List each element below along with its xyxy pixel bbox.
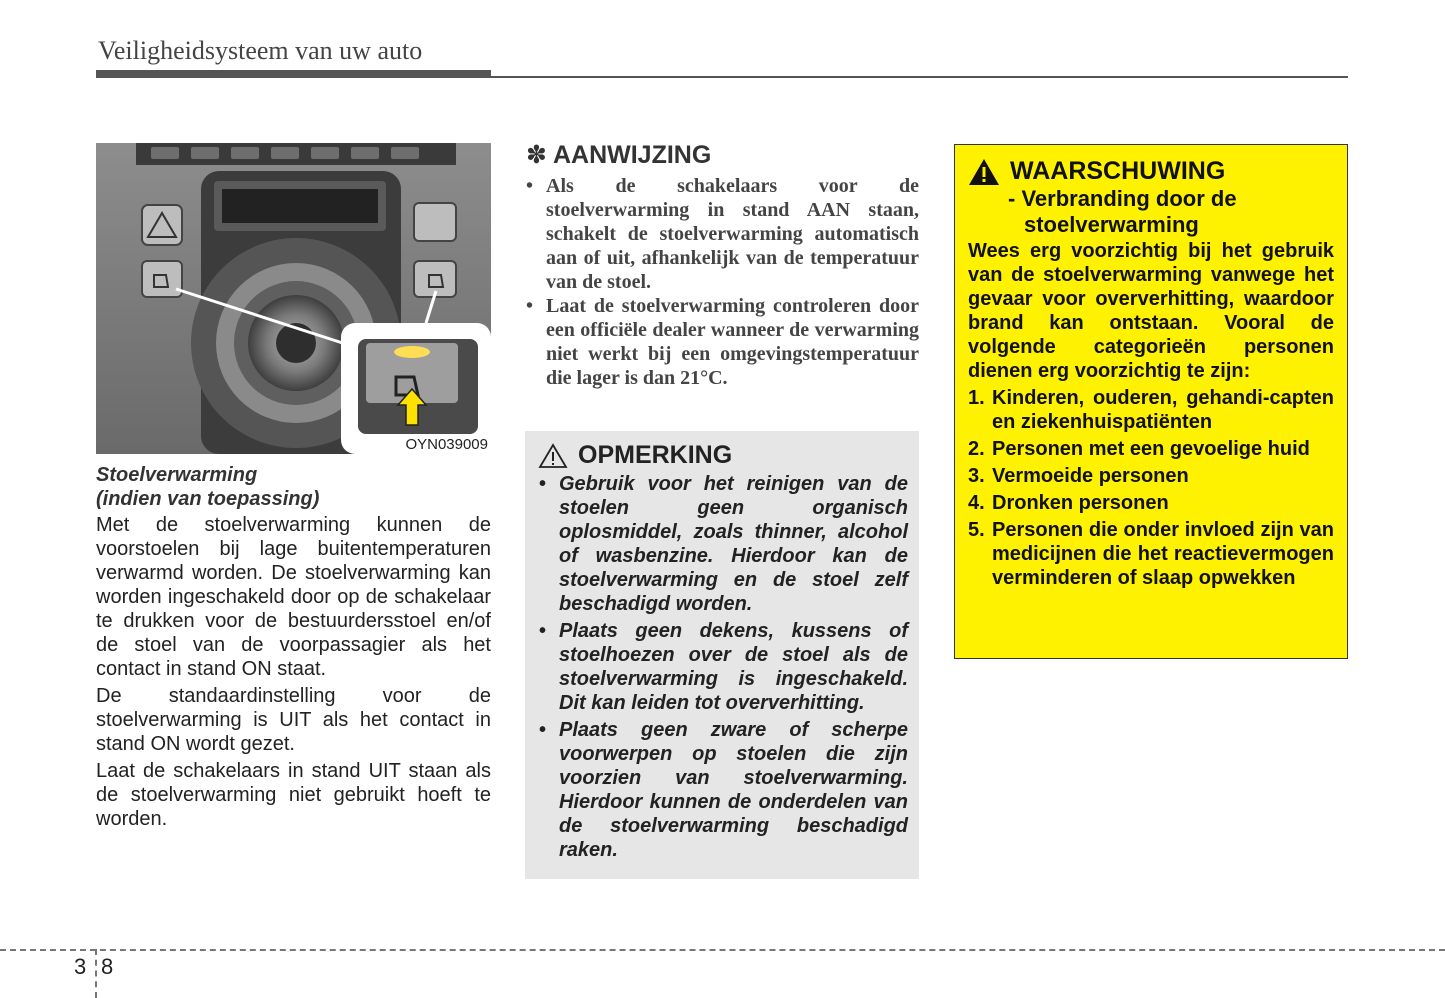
page-section-number: 3	[74, 954, 87, 979]
seat-heater-photo	[96, 143, 491, 454]
warning-list	[968, 386, 1334, 590]
note-item: • Gebruik voor het reinigen van de stoelen geen organisch oplosmiddel, zoals thinner, alcohol of wasbenzine. Hierdoor kan de stoelverwarming en de stoel zelf beschadigd worden.	[538, 472, 908, 616]
warning-triangle-icon	[968, 158, 1000, 186]
hint-title: ✽ AANWIJZING	[526, 141, 712, 169]
warning-title: WAARSCHUWING	[1010, 157, 1226, 185]
caption-title: Stoelverwarming	[96, 464, 258, 486]
figure-code: OYN039009	[399, 435, 491, 454]
paragraph: Laat de schakelaars in stand UIT staan als de stoelverwarming niet gebruikt hoeft te worden.	[96, 760, 491, 830]
running-head-title: Veiligheidsysteem van uw auto	[98, 36, 423, 65]
warning-subtitle-cont: stoelverwarming	[1024, 212, 1199, 237]
note-item: • Plaats geen zware of scherpe voorwerpen op stoelen die zijn voorzien van stoelverwarming. Hierdoor kunnen de onderdelen van de stoelverwarming beschadigd raken.	[538, 718, 908, 862]
page-number: 8	[101, 954, 114, 979]
note-box	[525, 431, 919, 879]
warning-box	[954, 144, 1348, 659]
paragraph: De standaardinstelling voor de stoelverwarming is UIT als het contact in stand ON wordt gezet.	[96, 685, 491, 755]
hint-item: • Als de schakelaars voor de stoelverwarming in stand AAN staan, schakelt de stoelverwarming automatisch aan of uit, afhankelijk van de temperatuur van de stoel.	[526, 174, 919, 294]
intro-text	[96, 513, 491, 834]
note-item: • Plaats geen dekens, kussens of stoelhoezen over de stoel als de stoelverwarming is ingeschakeld. Dit kan leiden tot oververhitting.	[538, 619, 908, 715]
warning-body: Wees erg voorzichtig bij het gebruik van de stoelverwarming vanwege het gevaar voor oververhitting, waardoor brand kan ontstaan. Vooral de volgende categorieën personen dienen erg voorzichtig te zijn:	[968, 240, 1334, 382]
warning-item: 4. Dronken personen	[968, 492, 1169, 514]
warning-heading	[968, 157, 1334, 186]
warning-item: 1. Kinderen, ouderen, gehandi-capten en ziekenhuispatiënten	[968, 387, 1334, 433]
hint-section	[526, 140, 919, 390]
warning-item: 2. Personen met een gevoelige huid	[968, 438, 1310, 460]
note-title: OPMERKING	[578, 441, 733, 469]
warning-subtitle: - Verbranding door de	[1008, 186, 1237, 211]
figure-caption	[96, 463, 491, 511]
footer-divider	[0, 949, 1445, 951]
footer-vertical-divider	[95, 949, 97, 998]
paragraph: Met de stoelverwarming kunnen de voorstoelen bij lage buitentemperaturen verwarmd worden. De stoelverwarming kan worden ingeschakeld door op de schakelaar te drukken voor de bestuurdersstoel en/of de stoel van de voorpassagier als het contact in stand ON staat.	[96, 514, 491, 680]
hint-item: • Laat de stoelverwarming controleren door een officiële dealer wanneer de verwarming niet werkt bij een omgevingstemperatuur die lager is dan 21°C.	[526, 294, 919, 390]
warning-item: 5. Personen die onder invloed zijn van medicijnen die het reactievermogen verminderen of slaap opwekken	[968, 519, 1334, 589]
header-rule	[96, 76, 1348, 78]
warning-item: 3. Vermoeide personen	[968, 465, 1189, 487]
caution-triangle-icon	[538, 443, 568, 469]
caption-subtitle: (indien van toepassing)	[96, 488, 320, 510]
note-heading	[538, 441, 908, 470]
